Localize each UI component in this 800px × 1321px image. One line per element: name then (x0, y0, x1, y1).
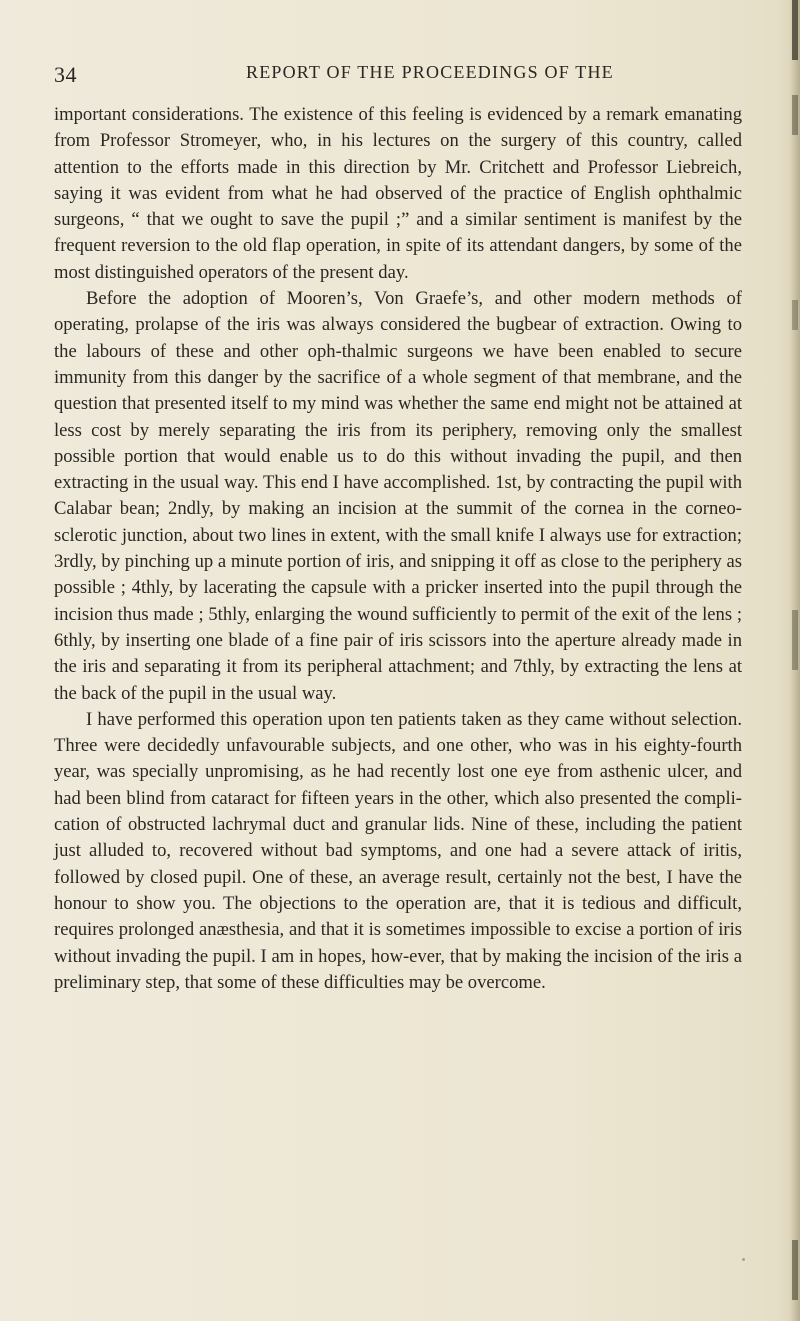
paragraph: I have performed this operation upon ten patients taken as they came without selection. Three were decidedly unfavourable subjects, and one other, who was in his eighty-fourth year, was specially unpromising, as he had recently lost one eye from asthenic ulcer, and had been blind from cataract for fifteen years in the other, which also presented the compli-cation of obstructed lachrymal duct and granular lids. Nine of these, including the patient just alluded to, recovered without bad symptoms, and one had a severe attack of iritis, followed by closed pupil. One of these, an average result, certainly not the best, I have the honour to show you. The objections to the operation are, that it is tedious and difficult, requires prolonged anæsthesia, and that it is sometimes impossible to excise a portion of iris without invading the pupil. I am in hopes, how-ever, that by making the incision of the iris a preliminary step, that some of these difficulties may be overcome. (54, 708, 742, 993)
page-number: 34 (54, 62, 77, 87)
page-edge-mark (792, 610, 798, 670)
page-edge-mark (792, 1240, 798, 1300)
body-text (54, 102, 742, 996)
paragraph: Before the adoption of Mooren’s, Von Graefe’s, and other modern methods of operating, prolapse of the iris was always considered the bugbear of extraction. Owing to the labours of these and other oph-thalmic surgeons we have been enabled to secure immunity from this danger by the sacrifice of a whole segment of that membrane, and the question that presented itself to my mind was whether the same end might not be attained at less cost by merely separating the iris from its periphery, removing only the smallest possible portion that would enable us to do this without invading the pupil, and then extracting in the usual way. This end I have accomplished. 1st, by contracting the pupil with Calabar bean; 2ndly, by making an incision at the summit of the cornea in the corneo-sclerotic junction, about two lines in extent, with the small knife I always use for extraction; 3rdly, by pinching up a minute portion of iris, and snipping it off as close to the periphery as possible ; 4thly, by lacerating the capsule with a pricker inserted into the pupil through the incision thus made ; 5thly, enlarging the wound sufficiently to permit of the exit of the lens ; 6thly, by inserting one blade of a fine pair of iris scissors into the aperture already made in the iris and separating it from its peripheral attachment; and 7thly, by extracting the lens at the back of the pupil in the usual way. (54, 288, 742, 704)
running-head: REPORT OF THE PROCEEDINGS OF THE (246, 62, 614, 82)
page-edge-mark (792, 95, 798, 135)
page-edge-mark (792, 0, 798, 60)
paragraph: important considerations. The existence of this feeling is evidenced by a remark emanating from Professor Stromeyer, who, in his lectures on the surgery of this country, called attention to the efforts made in this direction by Mr. Critchett and Professor Liebreich, saying it was evident from what he had observed of the practice of English ophthalmic surgeons, “ that we ought to save the pupil ;” and a similar sentiment is manifest by the frequent reversion to the old flap operation, in spite of its attendant dangers, by some of the most distinguished operators of the present day. (54, 104, 742, 283)
page-edge-mark (792, 300, 798, 330)
paper-speck (742, 1258, 745, 1261)
